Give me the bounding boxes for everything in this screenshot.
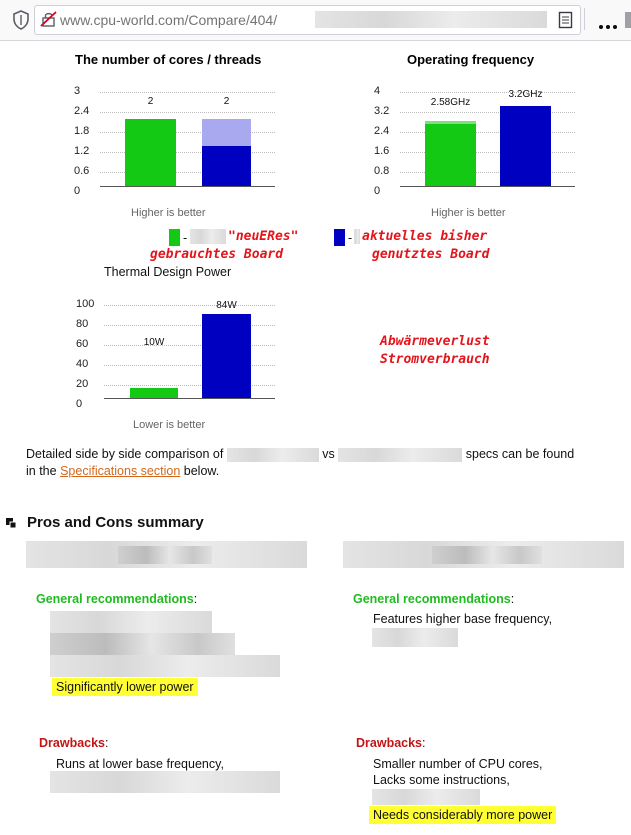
- legend-cpu1-name-redacted: [190, 229, 226, 244]
- chart-title-tdp: Thermal Design Power: [104, 265, 232, 279]
- chart-title-frequency: Operating frequency: [407, 52, 535, 67]
- gridline: [100, 92, 275, 93]
- bar-cpu1-cores: [125, 119, 176, 186]
- toolbar-divider: [584, 8, 585, 30]
- left-highlight-lower-power: Significantly lower power: [52, 678, 198, 696]
- y-tick: 3: [74, 85, 81, 97]
- right-general-heading: [353, 590, 514, 608]
- y-tick: 1.6: [374, 145, 390, 157]
- y-tick: 0: [76, 398, 83, 410]
- shield-icon[interactable]: [12, 10, 30, 30]
- more-menu-icon[interactable]: [598, 17, 618, 23]
- comparison-text: [26, 446, 626, 480]
- left-drawback-item: Runs at lower base frequency,: [56, 757, 224, 771]
- annotation-line-2: Stromverbrauch: [380, 352, 490, 367]
- left-drawbacks-heading: [39, 734, 109, 752]
- right-drawback-item: Lacks some instructions,: [373, 773, 510, 787]
- bar-cpu2-frequency: [500, 106, 551, 186]
- bar-cpu1-tdp: [130, 388, 178, 398]
- url-redacted: [315, 11, 547, 28]
- specifications-link[interactable]: Specifications section: [60, 464, 181, 478]
- comparison-text-d: in the: [26, 464, 57, 478]
- cpu2-header-name-redacted: [432, 546, 542, 564]
- bar-cpu1-frequency: [425, 121, 476, 186]
- chart-subtitle-cores: Higher is better: [131, 207, 206, 219]
- chart-subtitle-tdp: Lower is better: [133, 419, 206, 431]
- general-recommendations-label: General recommendations: [36, 592, 194, 606]
- bar-cpu2-tdp: [202, 314, 251, 398]
- more-menu-extra: [625, 12, 631, 28]
- comparison-text-a: Detailed side by side comparison of: [26, 447, 224, 461]
- y-tick: 2.4: [74, 105, 90, 117]
- y-tick: 4: [374, 85, 381, 97]
- legend-dash: -: [183, 231, 188, 245]
- data-label: 84W: [216, 300, 237, 311]
- left-drawback-redacted: [50, 771, 280, 793]
- colon: :: [422, 736, 426, 750]
- legend-swatch-green: [169, 229, 180, 246]
- y-tick: 1.8: [74, 125, 90, 137]
- general-recommendations-label: General recommendations: [353, 592, 511, 606]
- legend-cpu2-name-redacted: [354, 229, 360, 244]
- data-label: 2.58GHz: [430, 97, 471, 108]
- legend-swatch-blue: [334, 229, 345, 246]
- y-tick: 60: [76, 338, 89, 350]
- colon: :: [193, 592, 198, 606]
- legend-annotation-right-2: genutztes Board: [372, 247, 490, 262]
- right-general-redacted: [372, 628, 458, 647]
- y-tick: 0: [74, 185, 81, 197]
- reader-view-icon[interactable]: [558, 11, 574, 29]
- y-tick: 2.4: [374, 125, 390, 137]
- x-axis: [100, 186, 275, 187]
- drawbacks-label: Drawbacks: [356, 736, 423, 750]
- legend-annotation-left-1: "neuERes": [228, 229, 299, 244]
- pros-cons-heading: Pros and Cons summary: [27, 514, 204, 531]
- y-tick: 0.6: [74, 165, 90, 177]
- legend-dash: -: [348, 231, 353, 245]
- left-general-redacted: [50, 633, 235, 655]
- bar-cpu2-cores: [202, 146, 251, 186]
- colon: :: [105, 736, 109, 750]
- legend-annotation-right-1: aktuelles bisher: [362, 229, 488, 244]
- data-label: 2: [147, 96, 154, 107]
- y-tick: 80: [76, 318, 89, 330]
- cpu1-name-redacted: [227, 448, 319, 462]
- y-tick: 20: [76, 378, 89, 390]
- data-label: 2: [223, 96, 230, 107]
- cpu2-name-redacted: [338, 448, 462, 462]
- y-tick: 0.8: [374, 165, 390, 177]
- right-general-item: Features higher base frequency,: [373, 612, 553, 626]
- left-general-redacted: [50, 611, 212, 633]
- left-general-heading: [36, 590, 197, 608]
- y-tick: 40: [76, 358, 89, 370]
- colon: :: [510, 592, 515, 606]
- chart-title-cores: The number of cores / threads: [75, 52, 262, 67]
- comparison-text-b: vs: [322, 447, 335, 461]
- right-drawback-item: Smaller number of CPU cores,: [373, 757, 543, 771]
- right-highlight-more-power: Needs considerably more power: [369, 806, 556, 824]
- section-bullet-icon: [6, 515, 16, 525]
- data-label: 10W: [143, 337, 165, 348]
- x-axis: [104, 398, 275, 399]
- drawbacks-label: Drawbacks: [39, 736, 106, 750]
- chart-subtitle-frequency: Higher is better: [431, 207, 506, 219]
- data-label: 3.2GHz: [508, 89, 543, 100]
- x-axis: [400, 186, 575, 187]
- y-tick: 1.2: [74, 145, 90, 157]
- legend-annotation-left-2: gebrauchtes Board: [150, 247, 284, 262]
- comparison-text-c: specs can be found: [465, 447, 575, 461]
- gridline: [100, 112, 275, 113]
- cpu1-header-name-redacted: [118, 546, 212, 564]
- comparison-text-e: below.: [183, 464, 220, 478]
- y-tick: 3.2: [374, 105, 390, 117]
- left-general-redacted: [50, 655, 280, 677]
- annotation-line-1: Abwärmeverlust: [380, 334, 490, 349]
- right-drawbacks-heading: [356, 734, 426, 752]
- y-tick: 0: [374, 185, 381, 197]
- y-tick: 100: [76, 298, 95, 310]
- right-drawback-redacted: [372, 789, 480, 805]
- url-text: www.cpu-world.com/Compare/404/: [60, 12, 278, 28]
- insecure-connection-icon[interactable]: [40, 10, 58, 28]
